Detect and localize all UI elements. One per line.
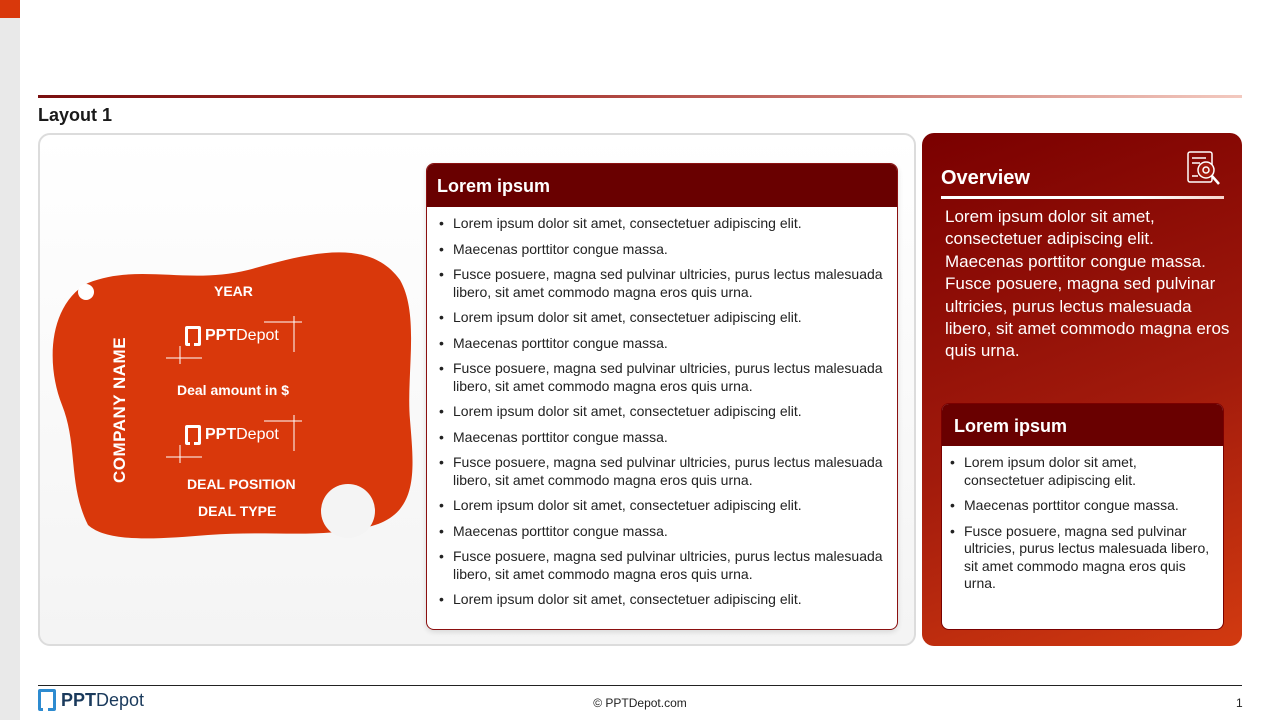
list-item: • Fusce posuere, magna sed pulvinar ultricies, purus lectus malesuada libero, sit amet commodo magna eros quis urna. [950, 523, 1215, 593]
list-item: • Lorem ipsum dolor sit amet, consectetuer adipiscing elit. [950, 454, 1215, 489]
company-name: COMPANY NAME [110, 336, 129, 484]
crop-lines [166, 415, 302, 463]
footer-rule [38, 685, 1242, 686]
logo-bold-text: PPT [205, 327, 237, 344]
overview-rule [941, 196, 1224, 199]
deal-amount-label: Deal amount in $ [177, 382, 290, 398]
side-card-heading: Lorem ipsum [942, 404, 1223, 446]
list-item: • Maecenas porttitor congue massa. [439, 523, 887, 541]
footer-logo-bold: PPT [61, 689, 97, 710]
list-item: • Fusce posuere, magna sed pulvinar ultricies, purus lectus malesuada libero, sit amet commodo magna eros quis urna. [439, 266, 887, 301]
list-item: • Maecenas porttitor congue massa. [950, 497, 1215, 515]
list-item: • Lorem ipsum dolor sit amet, consectetuer adipiscing elit. [439, 403, 887, 421]
list-item: • Fusce posuere, magna sed pulvinar ultricies, purus lectus malesuada libero, sit amet commodo magna eros quis urna. [439, 454, 887, 489]
list-item: • Maecenas porttitor congue massa. [439, 241, 887, 259]
list-item: • Maecenas porttitor congue massa. [439, 429, 887, 447]
side-lorem-card [941, 403, 1224, 630]
deal-type-label: DEAL TYPE [198, 503, 277, 519]
document-search-icon [1186, 150, 1222, 188]
list-item: • Fusce posuere, magna sed pulvinar ultricies, purus lectus malesuada libero, sit amet commodo magna eros quis urna. [439, 548, 887, 583]
crop-lines [166, 316, 302, 364]
logo-light-text: Depot [236, 426, 279, 443]
corner-accent [0, 0, 20, 18]
list-item: • Lorem ipsum dolor sit amet, consectetuer adipiscing elit. [439, 309, 887, 327]
footer-copyright: © PPTDepot.com [593, 696, 687, 710]
overview-text: Lorem ipsum dolor sit amet, consectetuer adipiscing elit. Maecenas porttitor congue massa. Fusce posuere, magna sed pulvinar ultricies, purus lectus malesuada libero, sit amet commodo magna eros quis urna. [945, 207, 1230, 361]
page-number: 1 [1236, 696, 1243, 710]
slide-title: Layout 1 [38, 105, 113, 125]
list-item: • Maecenas porttitor congue massa. [439, 335, 887, 353]
deal-position-label: DEAL POSITION [187, 476, 296, 492]
main-lorem-card [426, 163, 898, 630]
list-item: • Lorem ipsum dolor sit amet, consectetuer adipiscing elit. [439, 591, 887, 609]
overview-title: Overview [941, 167, 1030, 189]
left-strip [0, 0, 20, 720]
main-card-heading: Lorem ipsum [427, 164, 897, 207]
list-item: • Lorem ipsum dolor sit amet, consectetuer adipiscing elit. [439, 215, 887, 233]
footer-logo-light: Depot [96, 689, 145, 710]
list-item: • Fusce posuere, magna sed pulvinar ultricies, purus lectus malesuada libero, sit amet commodo magna eros quis urna. [439, 360, 887, 395]
year-label: YEAR [214, 283, 253, 299]
logo-bold-text: PPT [205, 426, 237, 443]
list-item: • Lorem ipsum dolor sit amet, consectetuer adipiscing elit. [439, 497, 887, 515]
title-rule [38, 95, 1242, 98]
side-card-list [942, 446, 1223, 593]
main-card-list [427, 207, 897, 609]
logo-light-text: Depot [236, 327, 279, 344]
